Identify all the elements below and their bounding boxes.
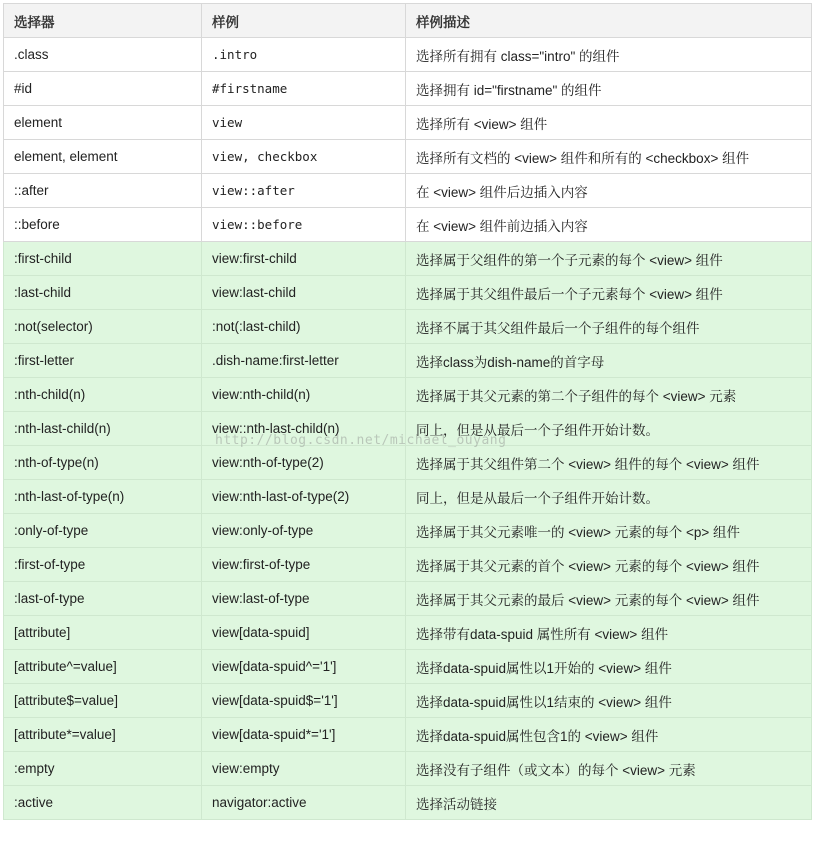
table-row [4, 174, 812, 208]
cell-selector: ::after [4, 174, 202, 208]
cell-description: 选择属于其父组件最后一个子元素每个 <view> 组件 [406, 276, 812, 310]
cell-description: 在 <view> 组件前边插入内容 [406, 208, 812, 242]
header-example: 样例 [202, 4, 406, 38]
table-header-row [4, 4, 812, 38]
cell-example: view:nth-of-type(2) [202, 446, 406, 480]
cell-selector: :last-of-type [4, 582, 202, 616]
cell-description: 选择属于其父元素的第二个子组件的每个 <view> 元素 [406, 378, 812, 412]
cell-description: 选择所有 <view> 组件 [406, 106, 812, 140]
table-body [4, 38, 812, 820]
cell-selector: :first-letter [4, 344, 202, 378]
table-row [4, 106, 812, 140]
table-row [4, 378, 812, 412]
cell-example: view:last-child [202, 276, 406, 310]
cell-description: 选择属于其父组件第二个 <view> 组件的每个 <view> 组件 [406, 446, 812, 480]
cell-selector: element, element [4, 140, 202, 174]
table-row [4, 752, 812, 786]
table-row [4, 412, 812, 446]
cell-example: view:nth-child(n) [202, 378, 406, 412]
table-row [4, 582, 812, 616]
cell-selector: :active [4, 786, 202, 820]
cell-description: 在 <view> 组件后边插入内容 [406, 174, 812, 208]
selector-table [3, 3, 812, 820]
cell-example: .dish-name:first-letter [202, 344, 406, 378]
table-row [4, 684, 812, 718]
table-row [4, 72, 812, 106]
cell-example: view[data-spuid^='1'] [202, 650, 406, 684]
cell-example: view:nth-last-of-type(2) [202, 480, 406, 514]
cell-example: view[data-spuid*='1'] [202, 718, 406, 752]
cell-selector: :empty [4, 752, 202, 786]
cell-description: 选择data-spuid属性包含1的 <view> 组件 [406, 718, 812, 752]
cell-example: view:empty [202, 752, 406, 786]
cell-selector: [attribute^=value] [4, 650, 202, 684]
cell-selector: .class [4, 38, 202, 72]
cell-example: view[data-spuid] [202, 616, 406, 650]
cell-example: view [202, 106, 406, 140]
cell-description: 选择属于其父元素唯一的 <view> 元素的每个 <p> 组件 [406, 514, 812, 548]
cell-selector: :nth-last-child(n) [4, 412, 202, 446]
cell-description: 同上，但是从最后一个子组件开始计数。 [406, 480, 812, 514]
table-row [4, 616, 812, 650]
cell-example: .intro [202, 38, 406, 72]
cell-selector: :first-of-type [4, 548, 202, 582]
cell-selector: element [4, 106, 202, 140]
table-row [4, 650, 812, 684]
table-row [4, 786, 812, 820]
cell-example: view::before [202, 208, 406, 242]
table-row [4, 38, 812, 72]
cell-selector: :nth-last-of-type(n) [4, 480, 202, 514]
cell-example: view::nth-last-child(n) [202, 412, 406, 446]
cell-example: view, checkbox [202, 140, 406, 174]
cell-description: 选择没有子组件（或文本）的每个 <view> 元素 [406, 752, 812, 786]
cell-description: 选择所有拥有 class="intro" 的组件 [406, 38, 812, 72]
cell-description: 选择data-spuid属性以1结束的 <view> 组件 [406, 684, 812, 718]
cell-example: view:first-child [202, 242, 406, 276]
header-selector: 选择器 [4, 4, 202, 38]
cell-example: view[data-spuid$='1'] [202, 684, 406, 718]
table-row [4, 446, 812, 480]
cell-example: view:only-of-type [202, 514, 406, 548]
cell-example: view:last-of-type [202, 582, 406, 616]
cell-description: 选择data-spuid属性以1开始的 <view> 组件 [406, 650, 812, 684]
cell-description: 选择class为dish-name的首字母 [406, 344, 812, 378]
cell-description: 选择不属于其父组件最后一个子组件的每个组件 [406, 310, 812, 344]
cell-example: navigator:active [202, 786, 406, 820]
cell-selector: [attribute*=value] [4, 718, 202, 752]
cell-selector: :not(selector) [4, 310, 202, 344]
cell-description: 选择属于其父元素的最后 <view> 元素的每个 <view> 组件 [406, 582, 812, 616]
table-row [4, 310, 812, 344]
table-row [4, 548, 812, 582]
table-row [4, 140, 812, 174]
table-row [4, 208, 812, 242]
cell-selector: :only-of-type [4, 514, 202, 548]
header-description: 样例描述 [406, 4, 812, 38]
cell-selector: :last-child [4, 276, 202, 310]
table-row [4, 514, 812, 548]
cell-selector: #id [4, 72, 202, 106]
cell-example: :not(:last-child) [202, 310, 406, 344]
cell-example: #firstname [202, 72, 406, 106]
cell-description: 选择属于父组件的第一个子元素的每个 <view> 组件 [406, 242, 812, 276]
cell-selector: :first-child [4, 242, 202, 276]
table-row [4, 718, 812, 752]
cell-selector: ::before [4, 208, 202, 242]
cell-selector: :nth-child(n) [4, 378, 202, 412]
cell-description: 选择带有data-spuid 属性所有 <view> 组件 [406, 616, 812, 650]
cell-description: 选择拥有 id="firstname" 的组件 [406, 72, 812, 106]
cell-description: 选择活动链接 [406, 786, 812, 820]
cell-description: 选择属于其父元素的首个 <view> 元素的每个 <view> 组件 [406, 548, 812, 582]
table-row [4, 276, 812, 310]
cell-selector: [attribute$=value] [4, 684, 202, 718]
cell-example: view:first-of-type [202, 548, 406, 582]
table-row [4, 242, 812, 276]
table-row [4, 480, 812, 514]
cell-selector: [attribute] [4, 616, 202, 650]
cell-description: 同上，但是从最后一个子组件开始计数。 [406, 412, 812, 446]
watermark-text: http://blog.csdn.net/michael_ouyang [215, 433, 507, 448]
cell-description: 选择所有文档的 <view> 组件和所有的 <checkbox> 组件 [406, 140, 812, 174]
table-row [4, 344, 812, 378]
cell-example: view::after [202, 174, 406, 208]
cell-selector: :nth-of-type(n) [4, 446, 202, 480]
